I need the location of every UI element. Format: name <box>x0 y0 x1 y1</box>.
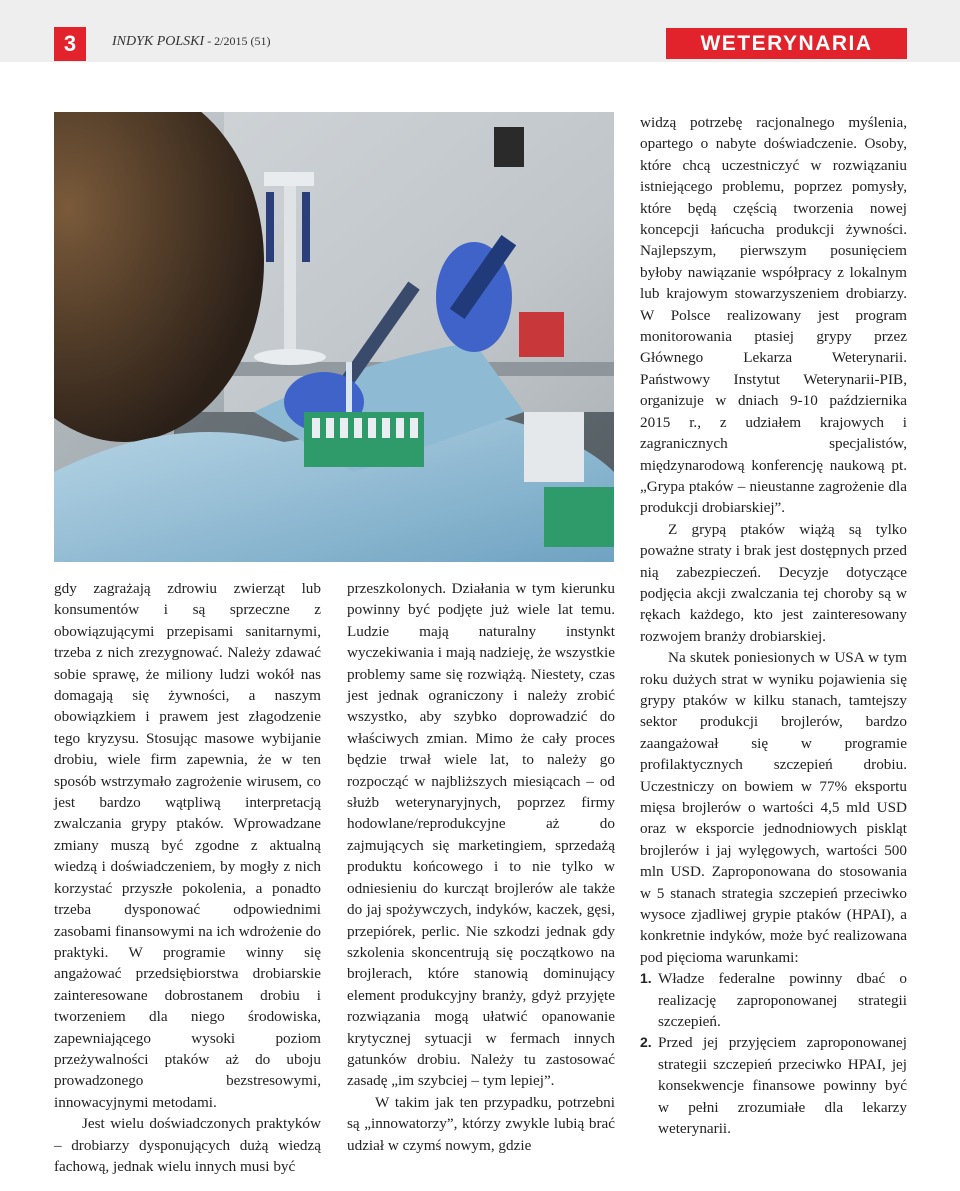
list-number: 1. <box>640 970 652 987</box>
page-number: 3 <box>54 27 86 61</box>
lab-photo <box>54 112 614 562</box>
paragraph: Na skutek poniesionych w USA w tym roku dużych strat w wyniku pojawienia się grypy ptaków w kilku stanach, tamtejszy sektor produkcji brojlerów, bardzo zaangażował się w programie profilaktycznych szczepień drobiu. Uczestniczy on bowiem w 77% eksportu mięsa brojlerów o wartości 4,5 mld USD oraz w eksporcie jednodniowych piskląt brojlerów i jaj wylęgowych, wartości 500 mln USD. Zaproponowana do stosowania w 5 stanach strategia szczepień przeciwko wysoce zjadliwej grypie ptaków (HPAI), a konkretnie indyków, może być realizowana pod pięcioma warunkami: <box>640 649 907 966</box>
text-column-3 <box>640 112 907 1140</box>
paragraph: gdy zagrażają zdrowiu zwierząt lub konsumentów i są sprzeczne z obowiązującymi przepisami sanitarnymi, trzeba z nich zrezygnować. Należy zdawać sobie sprawę, że miliony ludzi wokół nas domagają się żywności, a naszym obowiązkiem i prawem jest złagodzenie tego kryzysu. Stosując masowe wybijanie drobiu, wiele firm zapewnia, że w ten sposób wstrzymało zagrożenie wirusem, co jest bardzo wątpliwą interpretacją zwalczania grypy ptaków. Wprowadzane zmiany muszą być zgodne z aktualną wiedzą i doświadczeniem, by mogły z nich korzystać przyszłe pokolenia, a ponadto trzeba dysponować odpowiednimi zasobami finansowymi na ich wdrożenie do praktyki. W programie winny się angażować przedsiębiorstwa drobiarskie zainteresowane dobrostanem drobiu i tworzeniem dla niego środowiska, zapewniającego wysoki poziom przeżywalności ptaków aż do uboju prowadzonego bezstresowymi, innowacyjnymi metodami. <box>54 580 321 1111</box>
paragraph: przeszkolonych. Działania w tym kierunku powinny być podjęte już wiele lat temu. Ludzie mają naturalny instynkt wyczekiwania i mają nadzieję, że wszystkie problemy same się rozwiążą. Niestety, czas jest jednak ograniczony i należy zrobić wszystko, aby szybko doprowadzić do właściwych zmian. Mimo że cały proces będzie trwał wiele lat, to należy go rozpocząć w najbliższych miesiącach – od służb weterynaryjnych, poprzez firmy hodowlane/reprodukcyjne aż do zajmujących się marketingiem, sprzedażą produktu końcowego i to nie tylko w odniesieniu do kurcząt brojlerów ale także do jaj spożywczych, indyków, kaczek, gęsi, przepiórek, perlic. Nie szkodzi jednak gdy szkolenia skoncentrują się początkowo na brojlerach, które stanowią dominujący element produkcyjny branży, gdyż przyjęte rozwiązania mogą ułatwić opanowanie krytycznej sytuacji w fermach innych gatunków drobiu. Należy tu zastosować zasadę „im szybciej – tym lepiej”. <box>347 580 615 1090</box>
list-number: 2. <box>640 1034 652 1051</box>
paragraph: widzą potrzebę racjonalnego myślenia, opartego o nabyte doświadczenie. Osoby, które chcą uczestniczyć w rozwiązaniu istniejącego problemu, poprzez pomysły, które będą częścią tworzenia nowej koncepcji łańcucha produkcji żywności. Najlepszym, pierwszym posunięciem byłoby nawiązanie współpracy z lokalnym lub krajowym stowarzyszeniem drobiarzy. W Polsce realizowany jest program monitorowania ptasiej grypy przez Głównego Lekarza Weterynarii. Państwowy Instytut Weterynarii-PIB, organizuje w dniach 9-10 października 2015 r., z udziałem krajowych i zagranicznych specjalistów, międzynarodową konferencję naukową pt. „Grypa ptaków – nieustanne zagrożenie dla produkcji drobiarskiej”. <box>640 114 907 517</box>
conditions-list <box>640 968 907 1139</box>
magazine-title <box>112 34 271 50</box>
list-item <box>640 1032 907 1139</box>
issue-number: - 2/2015 (51) <box>204 34 271 48</box>
text-column-2 <box>347 578 615 1156</box>
paragraph: W takim jak ten przypadku, potrzebni są „innowatorzy”, którzy zwykle lubią brać udział w czymś nowym, gdzie <box>347 1093 615 1154</box>
list-item <box>640 968 907 1032</box>
list-text: Władze federalne powinny dbać o realizację zaproponowanej strategii szczepień. <box>658 970 907 1031</box>
magazine-name: INDYK POLSKI <box>112 34 205 49</box>
lab-photo-illustration <box>54 112 614 562</box>
list-text: Przed jej przyjęciem zaproponowanej strategii szczepień przeciwko HPAI, jej konsekwencje finansowe powinny być w pełni zrozumiałe dla lekarzy weterynarii. <box>658 1034 907 1138</box>
paragraph: Jest wielu doświadczonych praktyków – drobiarzy dysponujących dużą wiedzą fachową, jednak wielu innych musi być <box>54 1115 321 1175</box>
paragraph: Z grypą ptaków wiążą są tylko poważne straty i brak jest dostępnych przed nią zabezpieczeń. Decyzje dotyczące podjęcia akcji zwalczania tej choroby są w rękach każdego, kto jest zainteresowany rozwojem branży drobiarskiej. <box>640 520 907 645</box>
text-column-1 <box>54 578 321 1177</box>
section-title: WETERYNARIA <box>666 28 907 59</box>
